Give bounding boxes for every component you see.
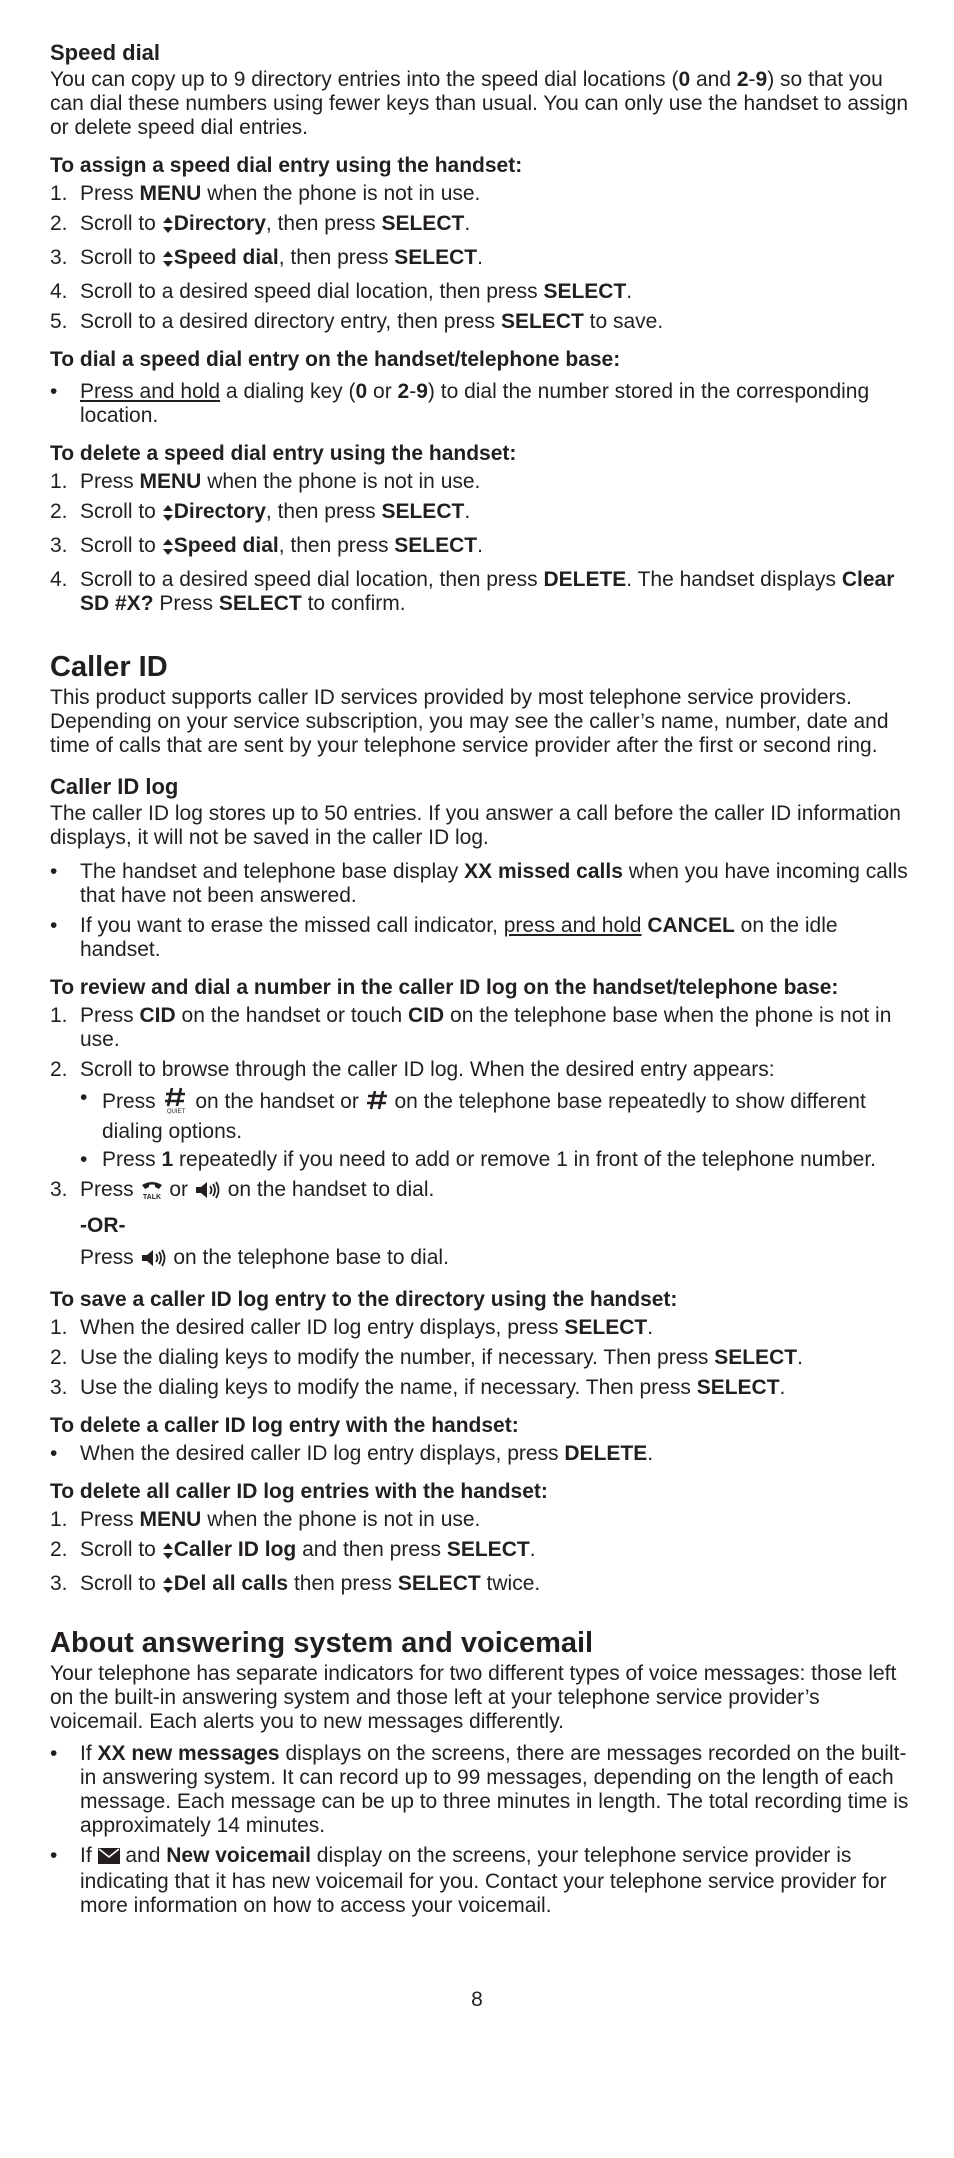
speed-dial-intro: You can copy up to 9 directory entries into the speed dial locations (0 and 2-9) so that you can dial these numbers using fewer keys than usual. You can only use the handset to assign or delete speed dial entries.	[50, 68, 909, 139]
list-item: • If and New voicemail display on the screens, your telephone service provider is indicating that it has new voicemail for you. Contact your telephone service provider for more information on how to access your voicemail.	[50, 1844, 887, 1917]
speaker-key-icon	[140, 1248, 168, 1274]
list-item: 3. Scroll to Speed dial, then press SELECT.	[50, 534, 912, 562]
list-item: • If you want to erase the missed call indicator, press and hold CANCEL on the idle handset.	[50, 914, 838, 961]
caller-id-log-intro: The caller ID log stores up to 50 entries. If you answer a call before the caller ID information displays, it will not be saved in the caller ID log.	[50, 802, 901, 849]
list-item: • Press QUIET on the handset or on the telephone base repeatedly to show different dialing options.	[80, 1086, 866, 1143]
list-item: 3. Scroll to Del all calls then press SELECT twice.	[50, 1572, 912, 1600]
delete-speed-dial-title: To delete a speed dial entry using the handset:	[50, 442, 517, 465]
list-item: 3. Use the dialing keys to modify the name, if necessary. Then press SELECT.	[50, 1376, 786, 1399]
assign-speed-dial-title: To assign a speed dial entry using the handset:	[50, 154, 523, 177]
section-heading-answering-system: About answering system and voicemail	[50, 1627, 594, 1659]
delete-caller-id-title: To delete a caller ID log entry with the handset:	[50, 1414, 519, 1437]
list-item: 3. Scroll to Speed dial, then press SELECT.	[50, 246, 912, 274]
delete-steps	[50, 470, 912, 616]
list-item: • If XX new messages displays on the screens, there are messages recorded on the built-in answering system. It can record up to 99 messages, depending on the length of each message. Each message can be up to three minutes in length. The total recording time is approximately 14 minutes.	[50, 1742, 909, 1837]
list-item: 2. Scroll to browse through the caller ID log. When the desired entry appears:	[50, 1058, 775, 1081]
list-item: 2. Scroll to Caller ID log and then press SELECT.	[50, 1538, 912, 1566]
up-down-arrow-icon	[162, 250, 174, 274]
list-item: 1. Press CID on the handset or touch CID on the telephone base when the phone is not in use.	[50, 1004, 892, 1051]
alt-dial-instruction: Press on the telephone base to dial.	[50, 1246, 912, 1274]
list-item: 1. Press MENU when the phone is not in use.	[50, 182, 481, 205]
list-item: 1. Press MENU when the phone is not in use.	[50, 470, 481, 493]
delete-all-caller-id-title: To delete all caller ID log entries with the handset:	[50, 1480, 548, 1503]
list-item: 5. Scroll to a desired directory entry, then press SELECT to save.	[50, 310, 664, 333]
review-caller-id-title: To review and dial a number in the caller ID log on the handset/telephone base:	[50, 976, 839, 999]
assign-steps	[50, 182, 912, 334]
up-down-arrow-icon	[162, 1576, 174, 1600]
up-down-arrow-icon	[162, 1542, 174, 1566]
or-divider: -OR-	[80, 1214, 126, 1237]
caller-id-log-heading: Caller ID log	[50, 774, 179, 799]
manual-page	[50, 40, 912, 1918]
svg-text:TALK: TALK	[142, 1194, 161, 1200]
section-heading-caller-id: Caller ID	[50, 651, 168, 683]
list-item: • When the desired caller ID log entry displays, press DELETE.	[50, 1442, 654, 1465]
pound-quiet-key-icon	[162, 1086, 190, 1120]
up-down-arrow-icon	[162, 216, 174, 240]
svg-text:QUIET: QUIET	[166, 1109, 185, 1114]
envelope-icon	[98, 1846, 120, 1870]
list-item: 2. Use the dialing keys to modify the number, if necessary. Then press SELECT.	[50, 1346, 803, 1369]
list-item: 1. When the desired caller ID log entry displays, press SELECT.	[50, 1316, 654, 1339]
answering-intro: Your telephone has separate indicators for two different types of voice messages: those left on the built-in answering system and those left at your telephone service provider’s voicemail. Each alerts you to new messages differently.	[50, 1662, 897, 1733]
list-item: 1. Press MENU when the phone is not in use.	[50, 1508, 481, 1531]
list-item: • Press 1 repeatedly if you need to add or remove 1 in front of the telephone number.	[80, 1148, 876, 1171]
dial-speed-dial-title: To dial a speed dial entry on the handset/telephone base:	[50, 348, 621, 371]
delete-all-steps	[50, 1508, 912, 1600]
list-item: 4. Scroll to a desired speed dial location, then press SELECT.	[50, 280, 633, 303]
section-heading-speed-dial: Speed dial	[50, 40, 161, 65]
up-down-arrow-icon	[162, 538, 174, 562]
list-item: 2. Scroll to Directory, then press SELECT.	[50, 212, 912, 240]
list-item: • Press and hold a dialing key (0 or 2-9) to dial the number stored in the corresponding location.	[50, 380, 870, 427]
list-item: 3. Press TALK or on the handset to dial.	[50, 1178, 912, 1206]
list-item: 4. Scroll to a desired speed dial location, then press DELETE. The handset displays Clear SD #X? Press SELECT to confirm.	[50, 568, 895, 615]
pound-key-icon	[365, 1090, 389, 1116]
speaker-key-icon	[194, 1180, 222, 1206]
page-number: 8	[471, 1988, 483, 2011]
caller-id-intro: This product supports caller ID services provided by most telephone service providers. Depending on your service subscription, you may see the caller’s name, number, date and time of calls that are sent by your telephone service provider after the first or second ring.	[50, 686, 889, 757]
list-item: 2. Scroll to Directory, then press SELECT.	[50, 500, 912, 528]
up-down-arrow-icon	[162, 504, 174, 528]
talk-key-icon	[140, 1180, 164, 1206]
save-steps	[50, 1316, 912, 1400]
list-item: • The handset and telephone base display XX missed calls when you have incoming calls that have not been answered.	[50, 860, 908, 907]
save-caller-id-title: To save a caller ID log entry to the directory using the handset:	[50, 1288, 678, 1311]
